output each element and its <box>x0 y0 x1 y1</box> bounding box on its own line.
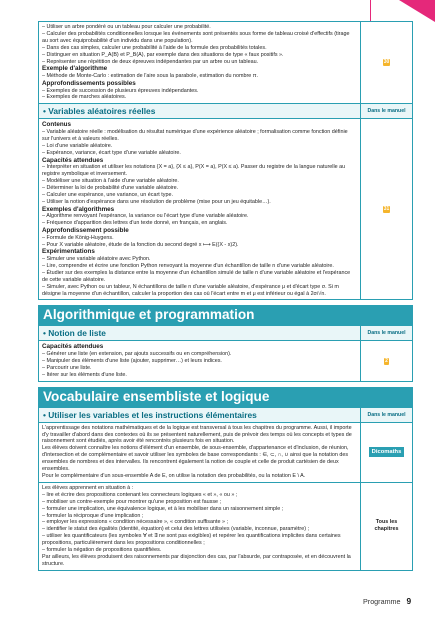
text-line: – Interpréter en situation et utiliser les notations {X = a}, {X ≤ a}, P(X = a), P(X ≤ a). Passer du registre de la langue naturelle au <box>42 164 346 171</box>
text-line: – Algorithme renvoyant l'espérance, la variance ou l'écart type d'une variable aléatoire. <box>42 213 249 220</box>
text-line: – Fréquence d'apparition des lettres d'un texte donné, en français, en anglais. <box>42 220 228 227</box>
text-line: L'apprentissage des notations mathématiques et de la logique est transversal à tous les chapitres du programme. Aussi, il importe <box>42 424 352 431</box>
dicomaths-badge[interactable]: Dicomaths <box>369 447 405 457</box>
text-line: – Itérer sur les éléments d'une liste. <box>42 371 127 378</box>
vocab-title: • Utiliser les variables et les instructions élémentaires <box>39 408 361 422</box>
text-line: – Calculer des probabilités conditionnelles lorsque les événements sont présentés sous forme de tableau croisé d'effectifs (tirage <box>42 30 350 37</box>
text-line: – Dans des cas simples, calculer une probabilité à l'aide de la formule des probabilités totales. <box>42 44 267 51</box>
text-line: structure. <box>42 560 65 567</box>
exemple-title: Exemple d'algorithme <box>42 65 108 73</box>
text-line: – Méthode de Monte-Carlo : estimation de l'aire sous la parabole, estimation du nombre π. <box>42 73 258 80</box>
text-line: d'y travailler d'abord dans des contextes où ils se présentent naturellement, puis de prévoir des temps où les concepts et types de <box>42 431 352 438</box>
text-line: registre symbolique et inversement. <box>42 171 128 178</box>
liste-title: • Notion de liste <box>39 326 361 340</box>
vocab-heading <box>38 407 413 423</box>
contenus-title: Contenus <box>42 121 72 129</box>
text-line: – mobiliser un contre-exemple pour montrer qu'une proposition est fausse ; <box>42 498 222 505</box>
text-line: ensembles. <box>42 466 70 473</box>
algorithmique-banner: Algorithmique et programmation <box>38 305 413 325</box>
text-line: – Parcourir une liste. <box>42 364 92 371</box>
text-line: – Formule de König-Huygens. <box>42 234 114 241</box>
approf-title: Approfondissements possibles <box>42 79 136 87</box>
variables-block <box>38 118 413 300</box>
liste-block <box>38 340 413 381</box>
text-line: – Modéliser une situation à l'aide d'une variable aléatoire. <box>42 177 179 184</box>
capacites-title: Capacités attendues <box>42 156 104 164</box>
text-line: – Distinguer en situation P_A(B) et P_B(A), par exemple dans des situations de type « faux positifs ». <box>42 51 284 58</box>
text-line: raisonnement sont étudiés, après avoir été rencontrés plusieurs fois en situation. <box>42 438 235 445</box>
text-line: – Générer une liste (en extension, par ajouts successifs ou en compréhension). <box>42 351 232 358</box>
tous-les-chapitres-label <box>375 519 399 533</box>
corner-tab <box>399 0 435 22</box>
text-line: – Exemples de succession de plusieurs épreuves indépendantes. <box>42 87 199 94</box>
experimentations-title: Expérimentations <box>42 248 95 256</box>
text-line: désigne la moyenne d'un échantillon, calculer la proportion des cas où l'écart entre m et μ est inférieur ou égal à 2σ/√n. <box>42 290 326 297</box>
dans-le-manuel-label: Dans le manuel <box>367 108 406 115</box>
text-line: – utiliser les quantificateurs (les symboles ∀ et ∃ ne sont pas exigibles) et repérer les quantifications implicites dans certaines <box>42 533 341 540</box>
text-line: – Étudier sur des exemples la distance entre la moyenne d'un échantillon simulé de taille n d'une variable aléatoire et l'espérance <box>42 269 351 276</box>
variables-heading <box>38 103 413 119</box>
text-line: – Variable aléatoire réelle : modélisation du résultat numérique d'une expérience aléatoire ; formalisation comme fonction définie <box>42 128 348 135</box>
text-line: – Calculer une espérance, une variance, un écart type. <box>42 191 173 198</box>
vocab-eleves-block <box>38 482 413 571</box>
dans-le-manuel-label: Dans le manuel <box>367 411 406 418</box>
corner-line <box>370 0 371 22</box>
text-line: – Espérance, variance, écart type d'une variable aléatoire. <box>42 149 181 156</box>
text-line: – Exemples de marches aléatoires. <box>42 94 127 101</box>
tous-line: Tous les <box>375 519 398 526</box>
text-line: Les élèves apprennent en situation à : <box>42 484 134 491</box>
text-line: Par ailleurs, les élèves produisent des raisonnements par disjonction des cas, par l'absurde, par contraposée, et en découvrent la <box>42 553 351 560</box>
capacites-title: Capacités attendues <box>42 343 104 351</box>
text-line: – Représenter une répétition de deux épreuves indépendantes par un arbre ou un tableau. <box>42 58 259 65</box>
text-line: – formuler la négation de propositions quantifiées. <box>42 547 162 554</box>
text-line: sur l'univers et à valeurs réelles. <box>42 135 119 142</box>
text-line: d'intersection et de complémentaire et savoir utiliser les symboles de base correspondants : ∈, ⊂, ∩, ∪ ainsi que la notation des <box>42 452 349 459</box>
text-line: – Manipuler des éléments d'une liste (ajouter, supprimer…) et leurs indices. <box>42 357 222 364</box>
variables-title: • Variables aléatoires réelles <box>39 104 361 118</box>
text-line: – Simuler une variable aléatoire avec Python. <box>42 256 151 262</box>
page-number: 9 <box>406 596 412 606</box>
text-line: – Loi d'une variable aléatoire. <box>42 142 113 149</box>
text-line: – Pour X variable aléatoire, étude de la fonction du second degré x ⟼ E((X - x)2). <box>42 241 239 248</box>
text-line: – Lire, comprendre et écrire une fonction Python renvoyant la moyenne d'un échantillon de taille n d'une variable aléatoire. <box>42 262 334 269</box>
exemples-title: Exemples d'algorithmes <box>42 205 115 213</box>
text-line: Les élèves doivent connaître les notions d'élément d'un ensemble, de sous-ensemble, d'appartenance et d'inclusion, de réunion, <box>42 445 349 452</box>
page-ref-badge[interactable]: 31 <box>383 205 390 212</box>
approf-title: Approfondissement possible <box>42 227 129 234</box>
page-ref-badge[interactable]: 30 <box>383 59 390 66</box>
text-line: – Utiliser la notion d'espérance dans une résolution de problème (mise pour un jeu équitable…). <box>42 198 271 205</box>
text-line: propositions, particulièrement dans les propositions conditionnelles ; <box>42 540 205 547</box>
chapitres-line: chapitres <box>374 526 399 533</box>
text-line: ensembles de nombres et des intervalles. Ils rencontrent également la notion de couple et celle de produit cartésien de deux <box>42 459 339 466</box>
text-line: – formuler la réciproque d'une implication ; <box>42 512 144 519</box>
text-line: de cette variable aléatoire. <box>42 276 106 283</box>
text-line: – identifier le statut des égalités (identité, équation) et celui des lettres utilisées (variable, inconnue, paramètre) ; <box>42 526 309 533</box>
vocab-intro-block <box>38 422 413 483</box>
footer-label: Programme <box>363 597 401 606</box>
text-line: – Simuler, avec Python ou un tableur, N échantillons de taille n d'une variable aléatoire, d'espérance μ et d'écart type σ. Si m <box>42 283 339 290</box>
probabilites-block <box>38 21 413 104</box>
text-line: – lire et écrire des propositions contenant les connecteurs logiques « et », « ou » ; <box>42 491 238 498</box>
page-ref-badge[interactable]: 2 <box>385 357 388 364</box>
text-line: – Déterminer la loi de probabilité d'une variable aléatoire. <box>42 184 179 191</box>
vocabulaire-banner: Vocabulaire ensembliste et logique <box>38 387 413 407</box>
text-line: Pour le complémentaire d'un sous-ensemble A de E, on utilise la notation des probabilités, ou la notation E \ A. <box>42 473 306 479</box>
text-line: – formuler une implication, une équivalence logique, et à les mobiliser dans un raisonnement simple ; <box>42 505 284 512</box>
page-footer <box>363 596 411 606</box>
text-line: – employer les expressions « condition nécessaire », « condition suffisante » ; <box>42 519 228 526</box>
text-line: au sort avec équiprobabilité d'un individu dans une population). <box>42 37 193 44</box>
program-table <box>38 22 413 571</box>
liste-heading <box>38 325 413 341</box>
text-line: – Utiliser un arbre pondéré ou un tableau pour calculer une probabilité. <box>42 24 211 30</box>
dans-le-manuel-label: Dans le manuel <box>367 330 406 337</box>
